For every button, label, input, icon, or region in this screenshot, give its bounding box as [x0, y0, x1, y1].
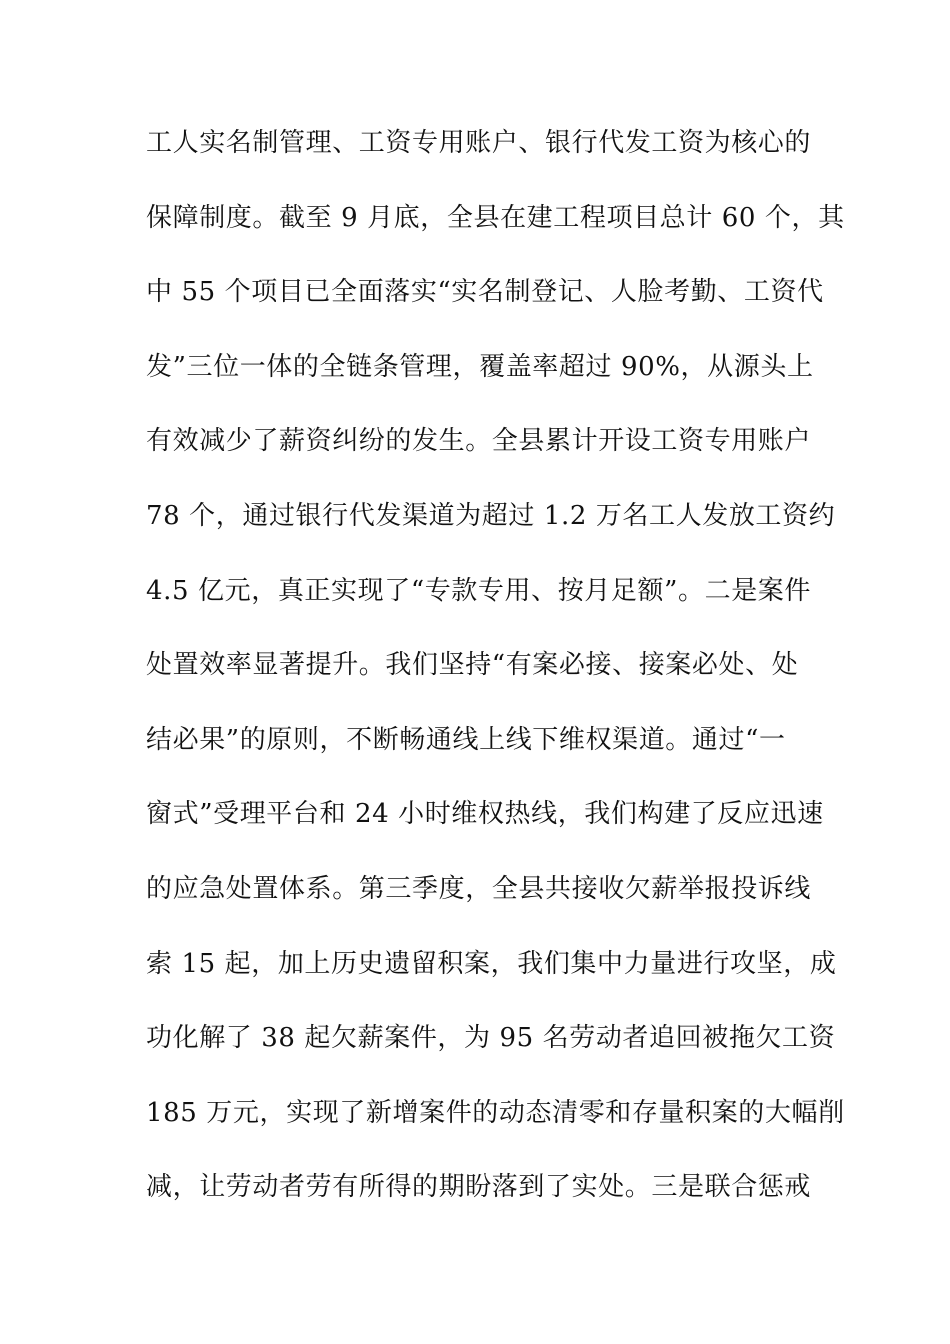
text-line: 的应急处置体系。第三季度，全县共接收欠薪举报投诉线 [146, 873, 812, 904]
text-line: 处置效率显著提升。我们坚持“有案必接、接案必处、处 [146, 650, 799, 681]
text-line: 结必果”的原则，不断畅通线上线下维权渠道。通过“一 [146, 724, 786, 755]
text-line: 78 个，通过银行代发渠道为超过 1.2 万名工人发放工资约 [146, 500, 836, 531]
text-line: 窗式”受理平台和 24 小时维权热线，我们构建了反应迅速 [146, 799, 824, 830]
text-line: 有效减少了薪资纠纷的发生。全县累计开设工资专用账户 [146, 426, 812, 457]
text-line: 185 万元，实现了新增案件的动态清零和存量积案的大幅削 [146, 1097, 845, 1128]
text-line: 索 15 起，加上历史遗留积案，我们集中力量进行攻坚，成 [146, 948, 837, 979]
text-line: 保障制度。截至 9 月底，全县在建工程项目总计 60 个，其 [146, 202, 845, 233]
text-line: 功化解了 38 起欠薪案件，为 95 名劳动者追回被拖欠工资 [146, 1023, 836, 1054]
text-line: 工人实名制管理、工资专用账户、银行代发工资为核心的 [146, 128, 812, 158]
text-line: 减，让劳动者劳有所得的期盼落到了实处。三是联合惩戒 [146, 1172, 812, 1203]
body-paragraph [146, 118, 845, 1237]
text-line: 发”三位一体的全链条管理，覆盖率超过 90%，从源头上 [146, 351, 814, 382]
text-line: 4.5 亿元，真正实现了“专款专用、按月足额”。二是案件 [146, 575, 811, 606]
text-line: 中 55 个项目已全面落实“实名制登记、人脸考勤、工资代 [146, 277, 824, 308]
